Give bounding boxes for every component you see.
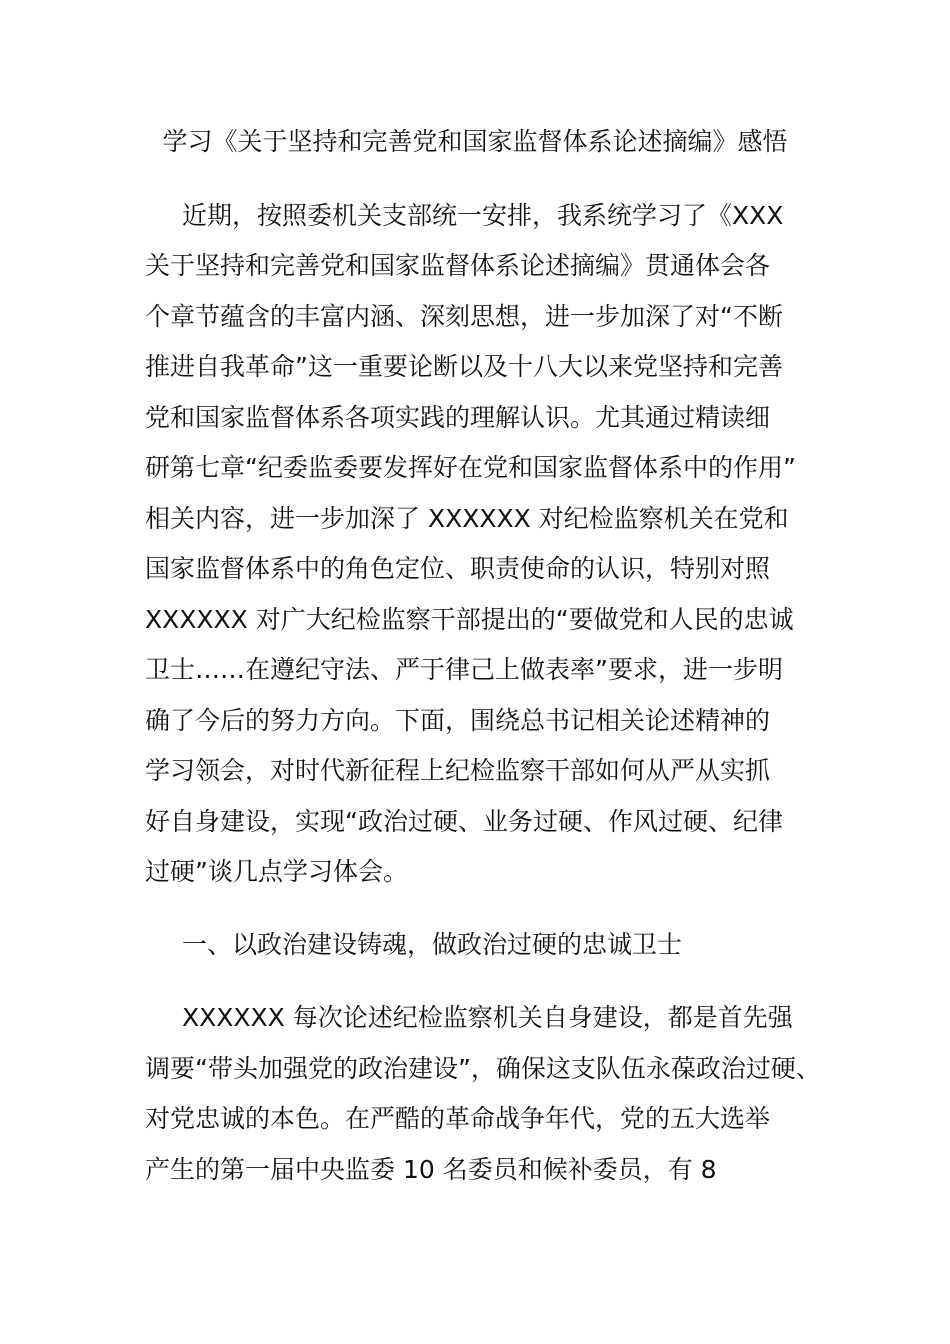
paragraph-2-line-2: 调要“带头加强党的政治建设”，确保这支队伍永葆政治过硬、 bbox=[145, 1054, 821, 1083]
paragraph-1-line-11: 确了今后的努力方向。下面，围绕总书记相关论述精神的 bbox=[145, 706, 771, 735]
paragraph-1-line-13: 好自身建设，实现“政治过硬、业务过硬、作风过硬、纪律 bbox=[145, 807, 783, 836]
paragraph-1-line-1: 近期，按照委机关支部统一安排，我系统学习了《XXX bbox=[182, 201, 784, 230]
paragraph-1-line-9: XXXXXX 对广大纪检监察干部提出的“要做党和人民的忠诚 bbox=[145, 605, 794, 634]
paragraph-1-line-2: 关于坚持和完善党和国家监督体系论述摘编》贯通体会各 bbox=[145, 251, 771, 280]
paragraph-1-line-8: 国家监督体系中的角色定位、职责使命的认识，特别对照 bbox=[145, 554, 771, 583]
paragraph-1-line-10: 卫士……在遵纪守法、严于律己上做表率”要求，进一步明 bbox=[145, 655, 783, 684]
paragraph-1-line-6: 研第七章“纪委监委要发挥好在党和国家监督体系中的作用” bbox=[145, 453, 796, 482]
paragraph-1-line-14: 过硬”谈几点学习体会。 bbox=[145, 857, 408, 886]
paragraph-1-line-3: 个章节蕴含的丰富内涵、深刻思想，进一步加深了对“不断 bbox=[145, 302, 783, 331]
section-heading-1: 一、以政治建设铸魂，做政治过硬的忠诚卫士 bbox=[182, 930, 683, 959]
paragraph-1-line-12: 学习领会，对时代新征程上纪检监察干部如何从严从实抓 bbox=[145, 756, 771, 785]
paragraph-2-line-4: 产生的第一届中央监委 10 名委员和候补委员，有 8 bbox=[145, 1155, 717, 1184]
document-title: 学习《关于坚持和完善党和国家监督体系论述摘编》感悟 bbox=[162, 127, 788, 156]
paragraph-1-line-4: 推进自我革命”这一重要论断以及十八大以来党坚持和完善 bbox=[145, 352, 783, 381]
paragraph-1-line-5: 党和国家监督体系各项实践的理解认识。尤其通过精读细 bbox=[145, 403, 771, 432]
paragraph-2-line-3: 对党忠诚的本色。在严酷的革命战争年代，党的五大选举 bbox=[145, 1104, 771, 1133]
paragraph-1-line-7: 相关内容，进一步加深了 XXXXXX 对纪检监察机关在党和 bbox=[145, 504, 789, 533]
paragraph-2-line-1: XXXXXX 每次论述纪检监察机关自身建设，都是首先强 bbox=[182, 1003, 793, 1032]
